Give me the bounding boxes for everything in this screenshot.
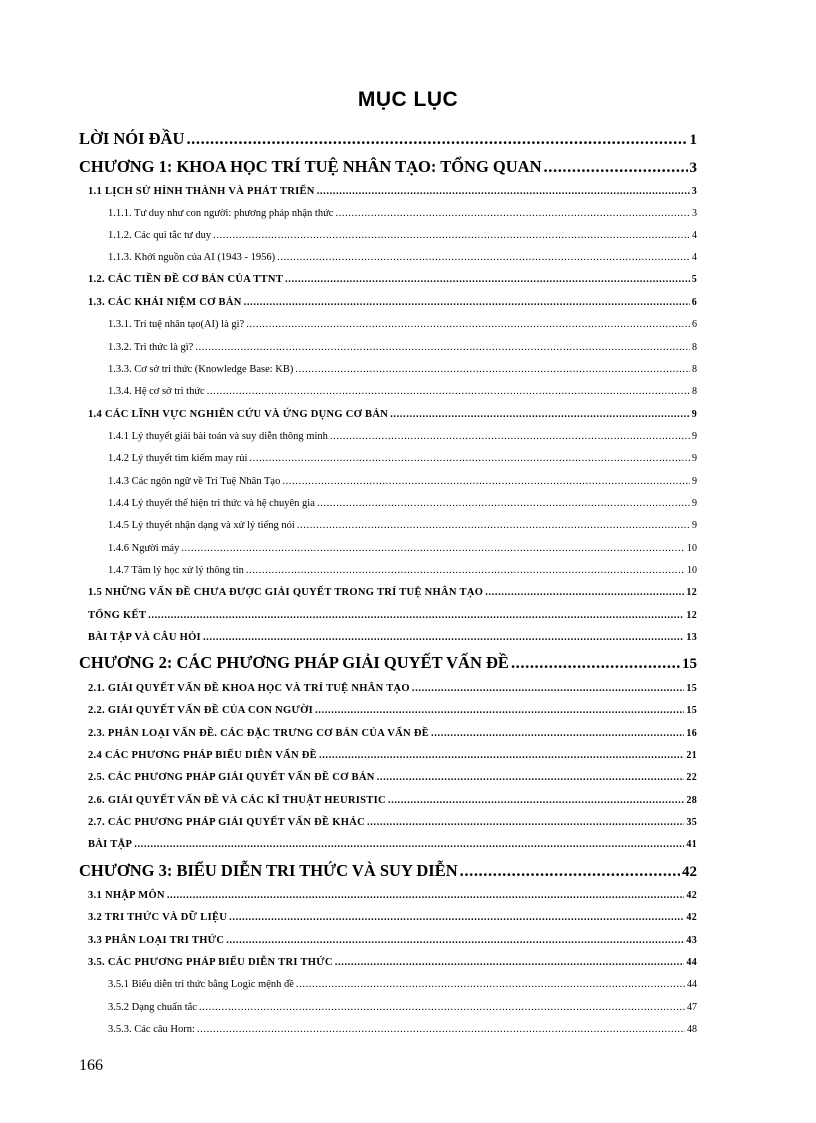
toc-entry[interactable]: 1.1.3. Khởi nguồn của AI (1943 - 1956) ..... 4 (79, 252, 697, 263)
toc-entry[interactable]: 3.2 TRI THỨC VÀ DỮ LIỆU ..... 42 (79, 912, 697, 923)
toc-entry[interactable]: 1.3.2. Tri thức là gì? ..... 8 (79, 342, 697, 353)
toc-entry[interactable]: 1.4.5 Lý thuyết nhận dạng và xử lý tiếng nói ..... 9 (79, 520, 697, 531)
toc-entry[interactable]: BÀI TẬP ..... 41 (79, 839, 697, 850)
toc-entry[interactable]: 3.1 NHẬP MÔN ..... 42 (79, 890, 697, 901)
toc-entry[interactable]: LỜI NÓI ĐẦU ..... 1 (79, 129, 697, 149)
toc-entry[interactable]: 1.1.2. Các qui tắc tư duy ..... 4 (79, 230, 697, 241)
toc-entry[interactable]: TỔNG KẾT ..... 12 (79, 610, 697, 621)
toc-entry[interactable]: 1.4.1 Lý thuyết giải bài toán và suy diễn thông minh ..... 9 (79, 431, 697, 442)
toc-entry[interactable]: 1.4 CÁC LĨNH VỰC NGHIÊN CỨU VÀ ỨNG DỤNG CƠ BẢN ..... 9 (79, 409, 697, 420)
toc-entry[interactable]: BÀI TẬP VÀ CÂU HỎI ..... 13 (79, 632, 697, 643)
toc-entry[interactable]: 2.3. PHÂN LOẠI VẤN ĐỀ. CÁC ĐẶC TRƯNG CƠ BẢN CỦA VẤN ĐỀ ..... 16 (79, 728, 697, 739)
toc-entry[interactable]: 2.2. GIẢI QUYẾT VẤN ĐỀ CỦA CON NGƯỜI ..... 15 (79, 705, 697, 716)
toc-entry[interactable]: 1.3. CÁC KHÁI NIỆM CƠ BẢN ..... 6 (79, 297, 697, 308)
toc-entry[interactable]: 1.4.3 Các ngôn ngữ về Trí Tuệ Nhân Tạo ..... 9 (79, 476, 697, 487)
toc-entry[interactable]: CHƯƠNG 1: KHOA HỌC TRÍ TUỆ NHÂN TẠO: TỔNG QUAN ..... 3 (79, 157, 697, 177)
toc-entry[interactable]: 3.5.1 Biểu diễn tri thức bằng Logic mệnh đề ..... 44 (79, 979, 697, 990)
toc-entry[interactable]: 1.4.6 Người máy ..... 10 (79, 543, 697, 554)
page-number: 166 (79, 1057, 103, 1074)
toc-entry[interactable]: CHƯƠNG 2: CÁC PHƯƠNG PHÁP GIẢI QUYẾT VẤN ĐỀ ..... 15 (79, 653, 697, 673)
toc-entry[interactable]: 2.4 CÁC PHƯƠNG PHÁP BIỂU DIỄN VẤN ĐỀ ..... 21 (79, 750, 697, 761)
toc-entry[interactable]: 1.4.4 Lý thuyết thể hiện tri thức và hệ chuyên gia ..... 9 (79, 498, 697, 509)
toc-entry[interactable]: 1.4.7 Tâm lý học xử lý thông tin ..... 10 (79, 565, 697, 576)
toc-entry[interactable]: 3.5.2 Dạng chuẩn tắc ..... 47 (79, 1002, 697, 1013)
toc-entry[interactable]: 1.4.2 Lý thuyết tìm kiếm may rủi ..... 9 (79, 453, 697, 464)
toc-entry[interactable]: 1.3.4. Hệ cơ sở tri thức ..... 8 (79, 386, 697, 397)
toc-entry[interactable]: 2.1. GIẢI QUYẾT VẤN ĐỀ KHOA HỌC VÀ TRÍ TUỆ NHÂN TẠO ..... 15 (79, 683, 697, 694)
toc-entry[interactable]: 3.3 PHÂN LOẠI TRI THỨC ..... 43 (79, 935, 697, 946)
toc-entry[interactable]: 1.3.1. Trí tuệ nhân tạo(AI) là gì? ..... 6 (79, 319, 697, 330)
toc-entry[interactable]: CHƯƠNG 3: BIỂU DIỄN TRI THỨC VÀ SUY DIỄN ..... 42 (79, 861, 697, 881)
toc-title: MỤC LỤC (357, 88, 459, 111)
toc-entry[interactable]: 3.5. CÁC PHƯƠNG PHÁP BIỂU DIỄN TRI THỨC ..... 44 (79, 957, 697, 968)
toc-entry[interactable]: 3.5.3. Các câu Horn: ..... 48 (79, 1024, 697, 1035)
toc-entry[interactable]: 1.2. CÁC TIỀN ĐỀ CƠ BẢN CỦA TTNT ..... 5 (79, 274, 697, 285)
toc-entry[interactable]: 1.1.1. Tư duy như con người: phương pháp nhận thức ..... 3 (79, 208, 697, 219)
toc-entry[interactable]: 1.5 NHỮNG VẤN ĐỀ CHƯA ĐƯỢC GIẢI QUYẾT TRONG TRÍ TUỆ NHÂN TẠO ..... 12 (79, 587, 697, 598)
toc-entry[interactable]: 2.7. CÁC PHƯƠNG PHÁP GIẢI QUYẾT VẤN ĐỀ KHÁC ..... 35 (79, 817, 697, 828)
toc-entry[interactable]: 1.1 LỊCH SỬ HÌNH THÀNH VÀ PHÁT TRIỂN ..... 3 (79, 186, 697, 197)
toc-entry[interactable]: 1.3.3. Cơ sở tri thức (Knowledge Base: KB) ..... 8 (79, 364, 697, 375)
toc-entry[interactable]: 2.6. GIẢI QUYẾT VẤN ĐỀ VÀ CÁC KĨ THUẬT HEURISTIC ..... 28 (79, 795, 697, 806)
toc-entry[interactable]: 2.5. CÁC PHƯƠNG PHÁP GIẢI QUYẾT VẤN ĐỀ CƠ BẢN ..... 22 (79, 772, 697, 783)
